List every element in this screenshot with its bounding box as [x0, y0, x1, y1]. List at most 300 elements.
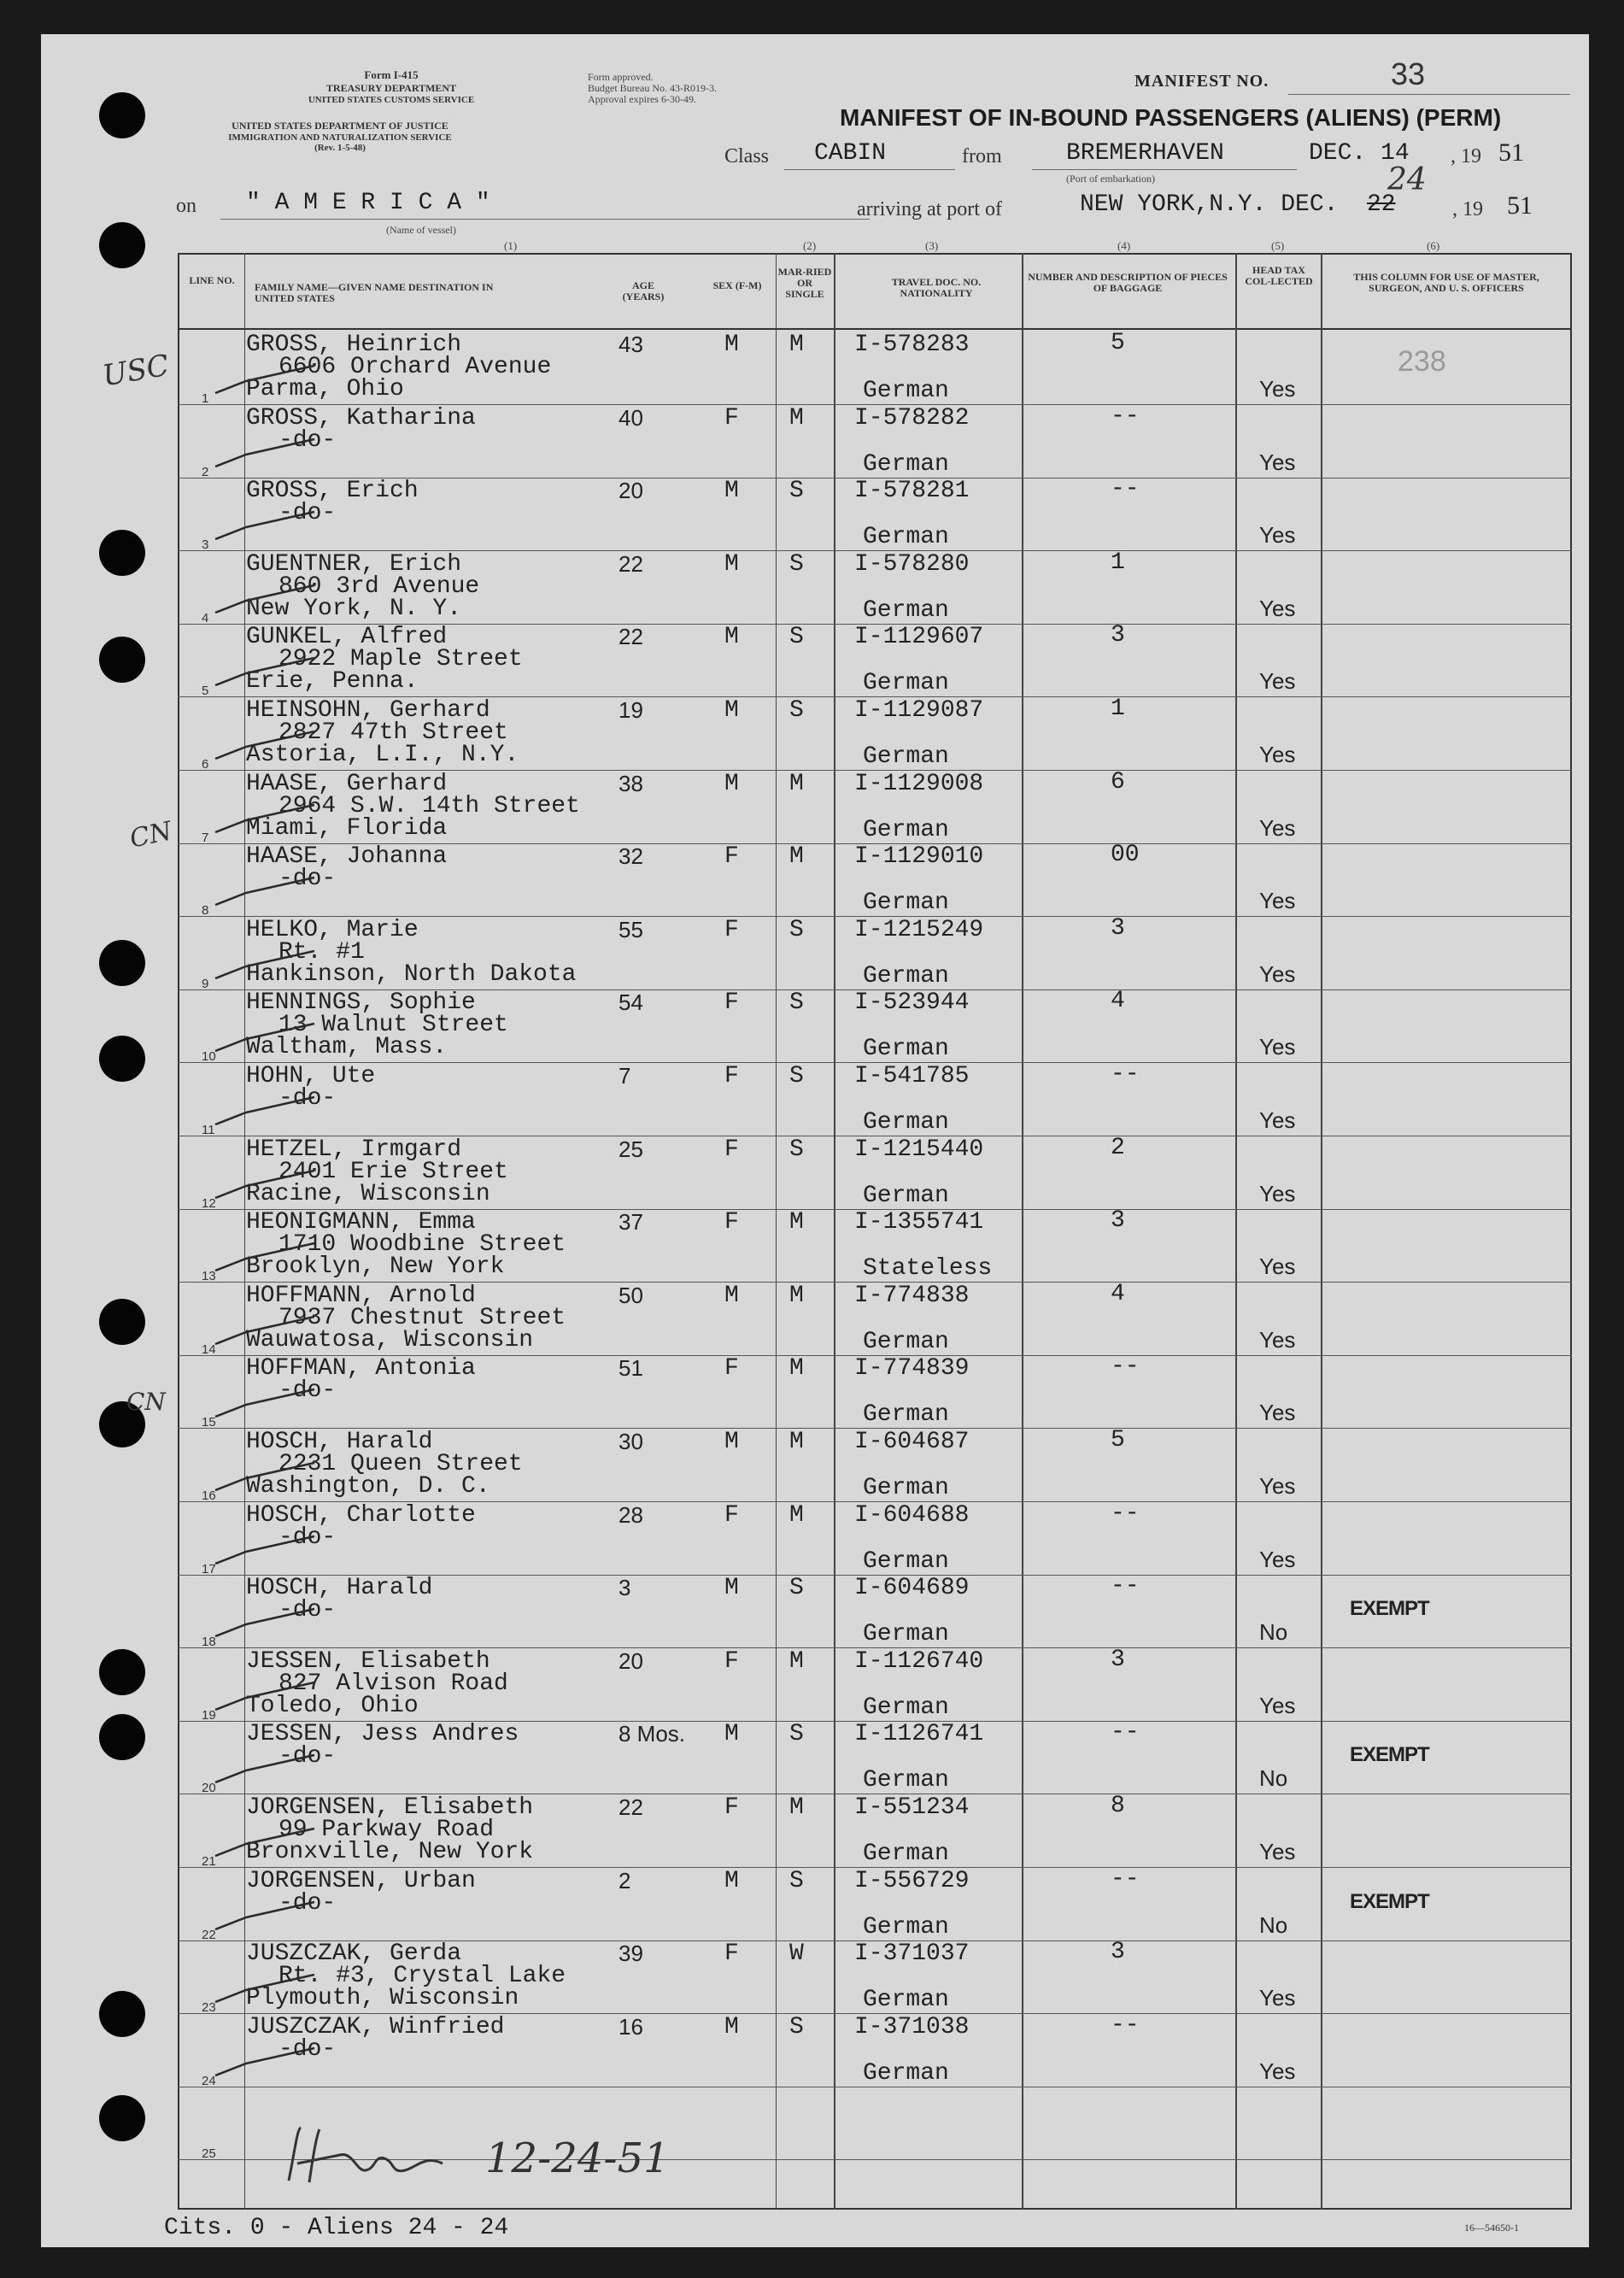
sex: M [724, 550, 739, 578]
table-header-rule [178, 328, 1572, 330]
travel-doc-number: I-1129087 [854, 697, 984, 724]
table-row [41, 1063, 1589, 1136]
travel-doc-number: I-604688 [854, 1501, 970, 1529]
line-number: 13 [202, 1269, 216, 1284]
table-row [41, 551, 1589, 625]
baggage-count: -- [1111, 1573, 1140, 1600]
manifest-number: 33 [1391, 56, 1426, 91]
marital-status: S [789, 624, 804, 651]
manifest-label: MANIFEST NO. [1134, 72, 1269, 91]
treasury-dept: TREASURY DEPARTMENT [325, 82, 457, 94]
nationality: German [863, 670, 949, 697]
marital-status: M [789, 1282, 804, 1309]
travel-doc-number: I-1126740 [854, 1647, 984, 1675]
marital-status: M [789, 1794, 804, 1821]
travel-doc-number: I-1129607 [854, 624, 984, 651]
passenger-name: HEONIGMANN, Emma [246, 1209, 476, 1236]
address-line-1: 2827 47th Street [278, 719, 508, 746]
age: 30 [619, 1429, 643, 1454]
sex: F [724, 1647, 739, 1675]
marital-status: S [789, 1721, 804, 1748]
baggage-count: 6 [1111, 768, 1125, 796]
nationality: German [863, 1109, 949, 1136]
baggage-count: 00 [1111, 842, 1140, 869]
class-value: CABIN [814, 140, 887, 167]
officer-note: EXEMPT [1350, 1597, 1429, 1621]
address-line-1: Rt. #1 [278, 938, 365, 966]
marital-status: S [789, 916, 804, 943]
baggage-count: 3 [1111, 1207, 1125, 1235]
nationality: German [863, 1694, 949, 1721]
passenger-name: HOSCH, Harald [246, 1429, 433, 1455]
table-row [41, 2087, 1589, 2160]
address-line-1: Rt. #3, Crystal Lake [278, 1963, 566, 1990]
sex: F [724, 1063, 739, 1089]
table-row [41, 1794, 1589, 1868]
nationality: German [863, 596, 949, 624]
signature-date: 12-24-51 [485, 2134, 670, 2182]
sex: F [724, 1209, 739, 1236]
passenger-name: HENNINGS, Sophie [246, 989, 476, 1017]
age: 20 [619, 478, 643, 504]
travel-doc-number: I-1126741 [854, 1721, 984, 1748]
vessel-name: " A M E R I C A " [246, 190, 490, 216]
check-mark [212, 1459, 323, 1494]
col-header-sex: SEX (F-M) [712, 279, 762, 291]
marital-status: S [789, 1867, 804, 1894]
justice-dept: UNITED STATES DEPARTMENT OF JUSTICE [232, 120, 449, 132]
marital-status: S [789, 2013, 804, 2040]
address-line-1: -do- [278, 1743, 337, 1770]
passenger-name: JORGENSEN, Urban [246, 1867, 476, 1894]
travel-doc-number: I-774838 [854, 1282, 970, 1309]
col-header-age: AGE (YEARS) [622, 279, 665, 302]
arriving-label: arriving at port of [857, 198, 1002, 220]
travel-doc-number: I-1129008 [854, 770, 984, 797]
sex: M [724, 2013, 739, 2040]
table-row [41, 1355, 1589, 1429]
port-of-embarkation: BREMERHAVEN [1066, 140, 1224, 167]
table-row [41, 2011, 1589, 2088]
vessel-underline [220, 219, 870, 220]
table-row [41, 624, 1589, 697]
age: 37 [619, 1209, 643, 1236]
head-tax-collected: Yes [1259, 1692, 1296, 1718]
travel-doc-number: I-578282 [854, 404, 970, 432]
address-line-1: -do- [278, 2035, 337, 2063]
customs-service: UNITED STATES CUSTOMS SERVICE [308, 95, 475, 105]
address-line-1: 2922 Maple Street [278, 646, 523, 673]
inspector-signature [280, 2121, 468, 2198]
address-line-2: Miami, Florida [246, 814, 448, 842]
col-number-4: (4) [1117, 239, 1131, 252]
marital-status: S [789, 1575, 804, 1602]
departure-year: 51 [1498, 138, 1524, 167]
immigration-service: IMMIGRATION AND NATURALIZATION SERVICE [228, 132, 452, 143]
arrival-port: NEW YORK,N.Y. DEC. [1080, 191, 1339, 218]
nationality: German [863, 962, 949, 989]
head-tax-collected: Yes [1259, 1546, 1296, 1572]
line-number: 21 [202, 1854, 216, 1869]
check-mark [212, 655, 323, 689]
arrival-year-prefix: , 19 [1452, 198, 1483, 220]
nationality: German [863, 524, 949, 551]
passenger-name: JUSZCZAK, Winfried [246, 2013, 505, 2040]
check-mark [212, 508, 323, 543]
head-tax-collected: Yes [1259, 1034, 1296, 1060]
table-row [41, 478, 1589, 551]
age: 28 [619, 1501, 643, 1528]
check-mark [212, 1240, 323, 1274]
baggage-count: -- [1111, 2011, 1140, 2039]
head-tax-collected: Yes [1259, 742, 1296, 767]
baggage-count: -- [1111, 402, 1140, 430]
head-tax-collected: Yes [1259, 668, 1296, 695]
check-mark [212, 1533, 323, 1567]
passenger-name: HOFFMANN, Arnold [246, 1282, 476, 1309]
age: 8 Mos. [619, 1721, 686, 1747]
passenger-name: HOHN, Ute [246, 1063, 376, 1089]
check-mark [212, 1606, 323, 1640]
marital-status: M [789, 770, 804, 797]
passenger-name: HEINSOHN, Gerhard [246, 697, 490, 724]
col-number-2: (2) [803, 239, 817, 252]
head-tax-collected: Yes [1259, 595, 1296, 621]
travel-doc-number: I-1215249 [854, 916, 984, 943]
line-number: 16 [202, 1488, 216, 1503]
address-line-2: Astoria, L.I., N.Y. [246, 742, 519, 768]
departure-year-prefix: , 19 [1451, 145, 1481, 167]
head-tax-collected: Yes [1259, 1473, 1296, 1499]
line-number: 4 [202, 610, 209, 625]
head-tax-collected: Yes [1259, 1253, 1296, 1280]
table-row [41, 697, 1589, 771]
marital-status: M [789, 1501, 804, 1529]
head-tax-collected: No [1259, 1765, 1288, 1792]
nationality: Stateless [863, 1255, 993, 1283]
arrival-day-handwritten: 24 [1387, 162, 1427, 197]
check-mark [212, 582, 323, 616]
marital-status: M [789, 1209, 804, 1236]
form-number: Form I-415 [364, 68, 419, 81]
address-line-1: -do- [278, 1085, 337, 1112]
age: 3 [619, 1575, 631, 1601]
address-line-2: Wauwatosa, Wisconsin [246, 1326, 534, 1353]
nationality: German [863, 1475, 949, 1501]
approval-block [588, 72, 810, 105]
passenger-name: GUNKEL, Alfred [246, 624, 448, 651]
sex: M [724, 697, 739, 724]
line-number: 8 [202, 903, 209, 919]
line-number: 1 [202, 391, 209, 406]
manifest-underline [1288, 94, 1570, 95]
approval-expires: Approval expires 6-30-49. [588, 93, 696, 105]
col-header-officers: THIS COLUMN FOR USE OF MASTER, SURGEON, AND U. S. OFFICERS [1353, 271, 1539, 294]
marital-status: S [789, 989, 804, 1017]
address-line-1: 6606 Orchard Avenue [278, 354, 552, 380]
table-row [41, 1209, 1589, 1283]
sex: F [724, 404, 739, 432]
table-row [41, 1136, 1589, 1210]
age: 39 [619, 1940, 643, 1967]
col-header-travel-doc: TRAVEL DOC. NO. NATIONALITY [891, 276, 982, 299]
travel-doc-number: I-1129010 [854, 843, 984, 871]
baggage-count: 4 [1111, 988, 1125, 1015]
travel-doc-number: I-578281 [854, 478, 970, 505]
address-line-1: 7937 Chestnut Street [278, 1304, 566, 1331]
travel-doc-number: I-578283 [854, 332, 970, 358]
baggage-count: 3 [1111, 1939, 1125, 1966]
passenger-name: HOSCH, Charlotte [246, 1501, 476, 1529]
margin-note: USC [100, 348, 172, 394]
check-mark [212, 1899, 323, 1933]
sex: F [724, 1501, 739, 1529]
check-mark [212, 1971, 323, 2005]
line-number: 12 [202, 1195, 216, 1211]
check-mark [212, 1679, 323, 1713]
check-mark [212, 1167, 323, 1201]
col-number-6: (6) [1427, 239, 1440, 252]
sex: F [724, 1940, 739, 1968]
vessel-caption: (Name of vessel) [386, 224, 456, 236]
baggage-count: 5 [1111, 1427, 1125, 1453]
justice-block [169, 120, 511, 153]
marital-status: M [789, 1355, 804, 1383]
col-header-baggage: NUMBER AND DESCRIPTION OF PIECES OF BAGGAGE [1028, 271, 1228, 294]
age: 16 [619, 2013, 643, 2040]
line-number: 3 [202, 537, 209, 553]
table-row [41, 1575, 1589, 1648]
line-number: 20 [202, 1781, 216, 1796]
officer-note: EXEMPT [1350, 1889, 1429, 1913]
nationality: German [863, 1328, 949, 1355]
manifest-sheet [41, 34, 1589, 2247]
check-mark [212, 1020, 323, 1054]
address-line-2: Toledo, Ohio [246, 1692, 419, 1719]
sex: M [724, 1867, 739, 1894]
passenger-name: GROSS, Erich [246, 478, 419, 505]
address-line-2: Plymouth, Wisconsin [246, 1985, 519, 2012]
table-row [41, 768, 1589, 845]
check-mark [212, 728, 323, 762]
head-tax-collected: Yes [1259, 814, 1296, 841]
address-line-1: -do- [278, 1377, 337, 1405]
marital-status: M [789, 1429, 804, 1455]
stamp-number: 238 [1398, 345, 1446, 378]
table-row [41, 1721, 1589, 1794]
address-line-1: 860 3rd Avenue [278, 572, 480, 600]
address-line-2: Brooklyn, New York [246, 1253, 505, 1281]
address-line-1: -do- [278, 426, 337, 454]
on-label: on [176, 195, 196, 217]
baggage-count: 4 [1111, 1280, 1125, 1307]
col-header-name: FAMILY NAME—GIVEN NAME DESTINATION IN UNITED STATES [255, 281, 494, 304]
check-mark [212, 874, 323, 908]
port-underline [1032, 169, 1297, 170]
age: 32 [619, 843, 643, 870]
table-row [41, 843, 1589, 917]
travel-doc-number: I-578280 [854, 550, 970, 578]
marital-status: S [789, 1136, 804, 1163]
address-line-2: Washington, D. C. [246, 1473, 490, 1500]
marital-status: S [789, 550, 804, 578]
travel-doc-number: I-541785 [854, 1063, 970, 1089]
travel-doc-number: I-551234 [854, 1794, 970, 1821]
travel-doc-number: I-371038 [854, 2013, 970, 2040]
sex: F [724, 1355, 739, 1383]
table-row [41, 402, 1589, 479]
table-row [41, 989, 1589, 1063]
line-number: 17 [202, 1561, 216, 1576]
baggage-count: -- [1111, 1353, 1140, 1381]
travel-doc-number: I-371037 [854, 1940, 970, 1968]
passenger-name: HAASE, Gerhard [246, 770, 448, 797]
baggage-count: 3 [1111, 1646, 1125, 1673]
line-number: 18 [202, 1635, 216, 1650]
table-row [41, 1502, 1589, 1576]
line-number: 2 [202, 464, 209, 479]
line-number: 5 [202, 684, 209, 699]
address-line-1: -do- [278, 866, 337, 893]
print-code: 16—54650-1 [1464, 2222, 1519, 2234]
age: 55 [619, 916, 643, 942]
check-mark [212, 1386, 323, 1420]
check-mark [212, 1825, 323, 1859]
address-line-1: -do- [278, 1524, 337, 1551]
nationality: German [863, 1841, 949, 1867]
col-header-married: MAR-RIED OR SINGLE [777, 266, 832, 300]
table-row [41, 1648, 1589, 1722]
age: 43 [619, 332, 643, 357]
line-number: 14 [202, 1342, 216, 1357]
head-tax-collected: Yes [1259, 888, 1296, 914]
marital-status: S [789, 1063, 804, 1089]
nationality: German [863, 1913, 949, 1940]
marital-status: M [789, 404, 804, 432]
line-number: 10 [202, 1049, 216, 1065]
age: 22 [619, 550, 643, 577]
revision: (Rev. 1-5-48) [314, 143, 366, 153]
age: 22 [619, 624, 643, 650]
travel-doc-number: I-1215440 [854, 1136, 984, 1163]
nationality: German [863, 378, 949, 404]
table-row [41, 1865, 1589, 1942]
address-line-1: 2231 Queen Street [278, 1451, 523, 1477]
baggage-count: -- [1111, 1865, 1140, 1893]
baggage-count: 5 [1111, 330, 1125, 356]
head-tax-collected: Yes [1259, 1107, 1296, 1133]
punch-hole [99, 222, 145, 268]
baggage-count: -- [1111, 476, 1140, 503]
nationality: German [863, 1547, 949, 1575]
col-number-1: (1) [504, 239, 518, 252]
address-line-2: Bronxville, New York [246, 1839, 534, 1865]
age: 20 [619, 1647, 643, 1674]
line-number: 23 [202, 2000, 216, 2016]
from-label: from [962, 145, 1002, 167]
passenger-name: HOFFMAN, Antonia [246, 1355, 476, 1383]
head-tax-collected: No [1259, 1619, 1288, 1646]
nationality: German [863, 889, 949, 917]
marital-status: M [789, 332, 804, 358]
travel-doc-number: I-774839 [854, 1355, 970, 1383]
nationality: German [863, 816, 949, 843]
travel-doc-number: I-1355741 [854, 1209, 984, 1236]
sex: F [724, 1794, 739, 1821]
sex: M [724, 770, 739, 797]
nationality: German [863, 1767, 949, 1794]
passenger-name: HOSCH, Harald [246, 1575, 433, 1602]
nationality: German [863, 1621, 949, 1648]
baggage-count: 3 [1111, 622, 1125, 649]
col-number-5: (5) [1271, 239, 1285, 252]
passenger-name: JORGENSEN, Elisabeth [246, 1794, 534, 1821]
head-tax-collected: Yes [1259, 449, 1296, 475]
sex: M [724, 1721, 739, 1748]
table-row [41, 1429, 1589, 1502]
age: 38 [619, 770, 643, 796]
passenger-name: HETZEL, Irmgard [246, 1136, 462, 1163]
address-line-2: New York, N. Y. [246, 595, 462, 622]
sex: M [724, 478, 739, 505]
address-line-1: -do- [278, 500, 337, 527]
age: 19 [619, 697, 643, 723]
nationality: German [863, 743, 949, 770]
age: 50 [619, 1282, 643, 1308]
address-line-2: Waltham, Mass. [246, 1034, 448, 1061]
head-tax-collected: Yes [1259, 1326, 1296, 1353]
passenger-name: GROSS, Katharina [246, 404, 476, 432]
sex: F [724, 843, 739, 871]
nationality: German [863, 450, 949, 478]
address-line-1: 827 Alvison Road [278, 1670, 508, 1697]
page-title: MANIFEST OF IN-BOUND PASSENGERS (ALIENS) (PERM) [840, 104, 1502, 131]
passenger-name: JESSEN, Elisabeth [246, 1647, 490, 1675]
head-tax-collected: Yes [1259, 1839, 1296, 1864]
baggage-count: 1 [1111, 549, 1125, 576]
check-mark [212, 1313, 323, 1347]
age: 2 [619, 1867, 631, 1893]
sex: M [724, 624, 739, 651]
check-mark [212, 1094, 323, 1128]
check-mark [212, 1752, 323, 1786]
passenger-name: HAASE, Johanna [246, 843, 448, 871]
marital-status: M [789, 1647, 804, 1675]
address-line-2: Hankinson, North Dakota [246, 960, 577, 988]
line-number: 11 [202, 1123, 215, 1137]
margin-note: CN [126, 816, 175, 854]
line-number: 7 [202, 830, 209, 845]
sex: M [724, 1429, 739, 1455]
baggage-count: -- [1111, 1061, 1140, 1088]
head-tax-collected: Yes [1259, 1400, 1296, 1426]
class-underline [784, 169, 955, 170]
address-line-1: 1710 Woodbine Street [278, 1231, 566, 1259]
sex: M [724, 1575, 739, 1602]
budget-bureau: Budget Bureau No. 43-R019-3. [588, 82, 717, 94]
age: 22 [619, 1794, 643, 1820]
agency-block [280, 68, 502, 105]
baggage-count: 1 [1111, 696, 1125, 722]
nationality: German [863, 1182, 949, 1209]
line-number: 25 [202, 2146, 216, 2162]
age: 25 [619, 1136, 643, 1162]
age: 51 [619, 1355, 643, 1382]
head-tax-collected: No [1259, 1911, 1288, 1938]
address-line-2: Racine, Wisconsin [246, 1180, 490, 1207]
head-tax-collected: Yes [1259, 376, 1296, 402]
check-mark [212, 436, 323, 470]
